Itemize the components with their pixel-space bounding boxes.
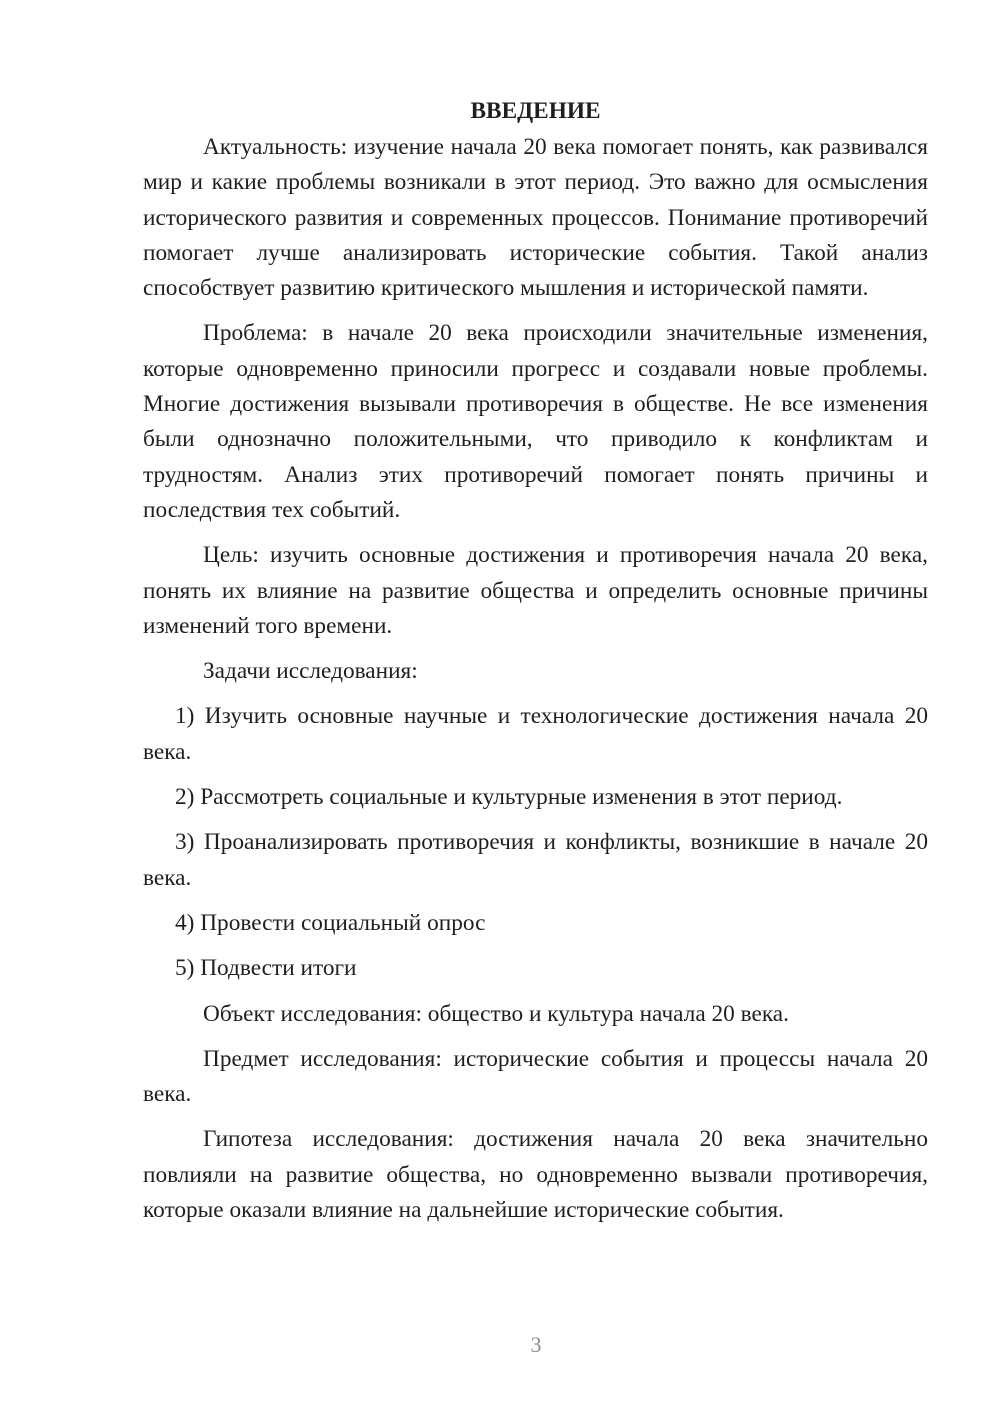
page-number: 3 [530,1332,542,1357]
tasks-heading: Задачи исследования: [203,658,418,685]
task-item-4: 4) Провести социальный опрос [175,909,486,936]
subject-paragraph: Предмет исследования: исторические события и процессы начала 20 века. [143,1045,928,1108]
document-body [143,94,928,1228]
goal-paragraph: Цель: изучить основные достижения и противоречия начала 20 века, понять их влияние на развитие общества и определить основные причины изменений того времени. [143,542,928,639]
task-item-1: 1) Изучить основные научные и технологические достижения начала 20 века. [143,703,928,765]
relevance-paragraph: Актуальность: изучение начала 20 века помогает понять, как развивался мир и какие проблемы возникали в этот период. Это важно для осмысления исторического развития и современных процессов. Понимание противоречий помогает лучше анализировать исторические события. Такой анализ способствует развитию критического мышления и исторической памяти. [143,134,928,302]
problem-paragraph: Проблема: в начале 20 века происходили значительные изменения, которые одновременно приносили прогресс и создавали новые проблемы. Многие достижения вызывали противоречия в обществе. Не все изменения были однозначно положительными, что приводило к конфликтам и трудностям. Анализ этих противоречий помогает понять причины и последствия тех событий. [143,320,928,523]
task-item-2: 2) Рассмотреть социальные и культурные изменения в этот период. [175,784,843,811]
task-item-3: 3) Проанализировать противоречия и конфликты, возникшие в начале 20 века. [143,829,928,891]
task-item-5: 5) Подвести итоги [175,955,357,982]
hypothesis-paragraph: Гипотеза исследования: достижения начала 20 века значительно повлияли на развитие общества, но одновременно вызвали противоречия, которые оказали влияние на дальнейшие исторические события. [143,1126,928,1224]
section-title: ВВЕДЕНИЕ [470,98,601,124]
object-paragraph: Объект исследования: общество и культура начала 20 века. [203,1000,789,1027]
